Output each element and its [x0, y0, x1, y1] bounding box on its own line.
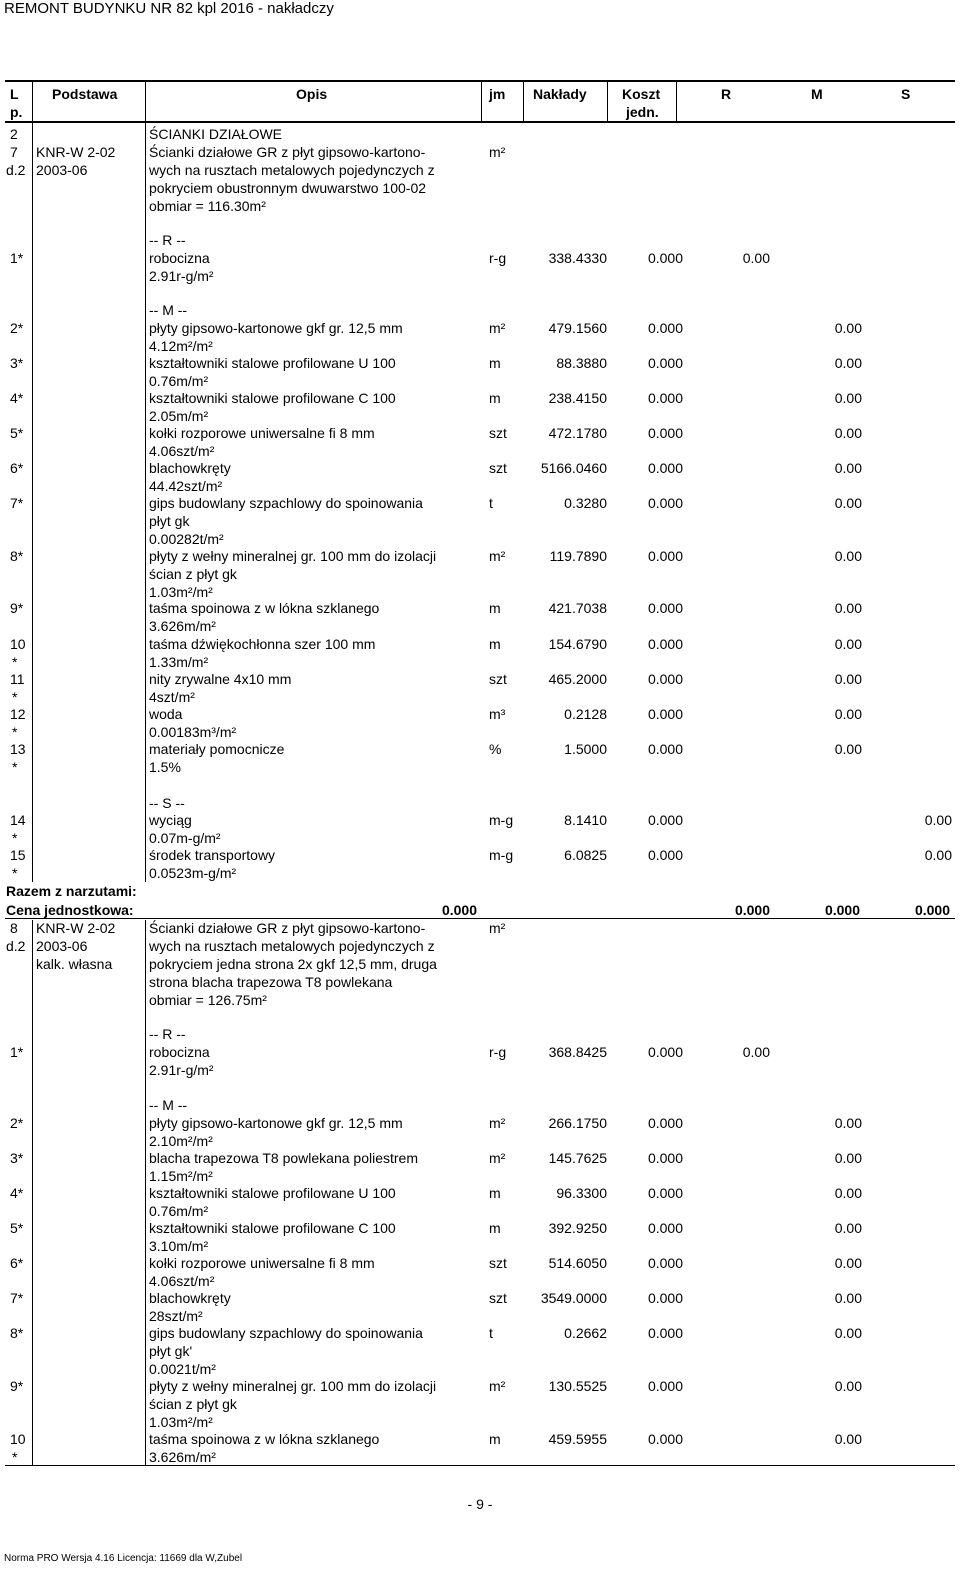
pos7-row-name: płyty z wełny mineralnej gr. 100 mm do izolacji [149, 548, 437, 564]
pos7-row-koszt: 0.000 [647, 425, 683, 441]
pos8-row-naklady: 459.5955 [548, 1431, 607, 1447]
pos8-row-name: kształtowniki stalowe profilowane U 100 [149, 1185, 396, 1201]
pos7-row-value: 0.00 [834, 390, 862, 406]
pos7-row-lp-star: * [12, 759, 18, 775]
pos7-cena-s: 0.000 [914, 902, 950, 918]
col-line-opis [481, 82, 482, 122]
pos7-row-value: 0.00 [834, 320, 862, 336]
pos7-row-norm: 2.91r-g/m² [149, 268, 214, 284]
pos7-jm: m² [489, 144, 506, 160]
pos8-row-jm: m [489, 1185, 501, 1201]
pos8-desc-3: pokryciem jedna strona 2x gkf 12,5 mm, druga [149, 956, 437, 972]
pos8-row-jm: szt [489, 1255, 507, 1271]
pos7-row-lp: 13 [10, 741, 26, 757]
header-s: S [901, 86, 911, 102]
pos7-row-lp: 6* [10, 460, 24, 476]
pos8-row-naklady: 130.5525 [548, 1378, 607, 1394]
pos8-row-jm: t [489, 1325, 493, 1341]
pos7-row-name: materiały pomocnicze [149, 741, 285, 757]
pos8-row-name: taśma spoinowa z w lókna szklanego [149, 1431, 380, 1447]
pos8-row-name: gips budowlany szpachlowy do spoinowania [149, 1325, 423, 1341]
pos7-row-name: środek transportowy [149, 847, 276, 863]
pos8-row-jm: m² [489, 1115, 506, 1131]
pos7-row-name: kształtowniki stalowe profilowane C 100 [149, 390, 396, 406]
pos7-row-lp: 7* [10, 495, 24, 511]
pos8-row-norm: 3.626m/m² [149, 1449, 216, 1465]
software-footer: Norma PRO Wersja 4.16 Licencja: 11669 dla W,Zubel [4, 1553, 243, 1564]
pos7-r-header: -- R -- [149, 232, 186, 248]
pos7-row-value: 0.00 [834, 706, 862, 722]
pos8-row-name: kształtowniki stalowe profilowane C 100 [149, 1220, 396, 1236]
pos7-row-norm: 4.12m²/m² [149, 338, 213, 354]
pos7-row-jm: m [489, 600, 501, 616]
header-lp-2: p. [10, 104, 23, 120]
pos7-row-name: kształtowniki stalowe profilowane U 100 [149, 355, 396, 371]
section-title: ŚCIANKI DZIAŁOWE [149, 126, 283, 142]
pos8-row-koszt: 0.000 [647, 1255, 683, 1271]
pos7-row-jm: m-g [489, 847, 514, 863]
pos8-row-norm: 3.10m/m² [149, 1238, 209, 1254]
pos7-row-naklady: 1.5000 [564, 741, 607, 757]
cena-underline [5, 918, 955, 919]
pos7-row-koszt: 0.000 [647, 636, 683, 652]
pos7-row-value: 0.00 [834, 425, 862, 441]
pos7-row-jm: szt [489, 671, 507, 687]
pos7-row-norm: 0.0523m-g/m² [149, 865, 237, 881]
pos8-row-jm: m² [489, 1378, 506, 1394]
pos7-row-lp: 14 [10, 812, 26, 828]
pos8-row-koszt: 0.000 [647, 1378, 683, 1394]
col-line-lp [32, 82, 33, 882]
pos8-lp: 8 [10, 920, 18, 936]
pos8-row-norm: 0.0021t/m² [149, 1361, 216, 1377]
pos8-jm: m² [489, 920, 506, 936]
pos7-row-norm: 2.05m/m² [149, 408, 209, 424]
pos7-row-lp-star: * [12, 865, 18, 881]
pos8-row-value: 0.00 [834, 1185, 862, 1201]
pos7-row-name: woda [149, 706, 183, 722]
col-line-jm [523, 82, 524, 122]
pos7-row-lp: 2* [10, 320, 24, 336]
pos7-row-naklady: 465.2000 [548, 671, 607, 687]
pos8-row-lp-star: * [12, 1449, 18, 1465]
pos8-basis-3: kalk. własna [36, 956, 113, 972]
pos7-row-naklady: 338.4330 [548, 250, 607, 266]
pos7-row-name-cont: płyt gk [149, 513, 190, 529]
pos7-m-header: -- M -- [149, 302, 188, 318]
pos7-row-koszt: 0.000 [647, 706, 683, 722]
pos7-s-header: -- S -- [149, 795, 185, 811]
pos8-basis: KNR-W 2-02 [36, 920, 116, 936]
pos7-row-koszt: 0.000 [647, 250, 683, 266]
pos8-row-koszt: 0.000 [647, 1325, 683, 1341]
pos7-row-jm: szt [489, 425, 507, 441]
pos7-cena-m: 0.000 [824, 902, 860, 918]
header-opis: Opis [296, 86, 328, 102]
col-line-lp-2 [32, 920, 33, 1466]
pos7-basis-2: 2003-06 [36, 162, 88, 178]
pos7-row-lp-star: * [12, 689, 18, 705]
pos7-row-norm: 0.00183m³/m² [149, 724, 237, 740]
section-number: 2 [10, 126, 18, 142]
header-m: M [811, 86, 823, 102]
pos7-row-koszt: 0.000 [647, 812, 683, 828]
pos7-desc-3: pokryciem obustronnym dwuwarstwo 100-02 [149, 180, 427, 196]
pos7-row-jm: m-g [489, 812, 514, 828]
pos7-row-jm: m [489, 355, 501, 371]
pos8-row-norm: 0.76m/m² [149, 1203, 209, 1219]
pos7-row-value: 0.00 [834, 355, 862, 371]
pos8-row-norm: 2.91r-g/m² [149, 1062, 214, 1078]
pos8-row-naklady: 145.7625 [548, 1150, 607, 1166]
pos8-row-name-cont: ścian z płyt gk [149, 1396, 237, 1412]
pos8-row-naklady: 0.2662 [564, 1325, 607, 1341]
pos7-row-norm: 3.626m/m² [149, 618, 216, 634]
pos7-row-jm: m [489, 636, 501, 652]
pos7-row-value: 0.00 [834, 460, 862, 476]
header-lp: L [10, 86, 19, 102]
pos8-row-norm: 28szt/m² [149, 1308, 203, 1324]
col-line-podstawa-2 [145, 920, 146, 1466]
pos8-row-naklady: 3549.0000 [540, 1290, 607, 1306]
pos7-row-value: 0.00 [924, 847, 952, 863]
pos7-row-lp: 11 [10, 671, 25, 687]
pos8-row-value: 0.00 [742, 1044, 770, 1060]
pos8-row-value: 0.00 [834, 1150, 862, 1166]
pos7-row-lp: 9* [10, 600, 24, 616]
pos7-row-name: taśma spoinowa z w lókna szklanego [149, 600, 380, 616]
pos8-row-jm: m [489, 1220, 501, 1236]
pos7-row-value: 0.00 [834, 741, 862, 757]
pos7-row-lp: 15 [10, 847, 26, 863]
pos7-basis: KNR-W 2-02 [36, 144, 116, 160]
pos7-row-name-cont: ścian z płyt gk [149, 566, 237, 582]
pos7-row-name: taśma dźwiękochłonna szer 100 mm [149, 636, 376, 652]
pos8-row-koszt: 0.000 [647, 1115, 683, 1131]
pos7-razem-label: Razem z narzutami: [6, 883, 137, 899]
pos8-row-lp: 8* [10, 1325, 24, 1341]
pos8-row-naklady: 96.3300 [556, 1185, 607, 1201]
pos8-r-header: -- R -- [149, 1026, 186, 1042]
pos8-row-value: 0.00 [834, 1255, 862, 1271]
pos8-row-value: 0.00 [834, 1431, 862, 1447]
page-number: - 9 - [467, 1496, 493, 1512]
pos7-row-koszt: 0.000 [647, 741, 683, 757]
pos8-row-jm: szt [489, 1290, 507, 1306]
pos8-row-jm: m [489, 1431, 501, 1447]
pos7-row-value: 0.00 [834, 600, 862, 616]
pos8-row-value: 0.00 [834, 1220, 862, 1236]
document-title: REMONT BUDYNKU NR 82 kpl 2016 - nakładczy [4, 0, 334, 17]
pos7-row-lp-star: * [12, 830, 18, 846]
header-jm: jm [489, 86, 506, 102]
pos8-row-lp: 4* [10, 1185, 24, 1201]
pos7-row-lp-star: * [12, 724, 18, 740]
pos8-row-koszt: 0.000 [647, 1220, 683, 1236]
pos7-row-jm: % [489, 741, 502, 757]
pos7-row-koszt: 0.000 [647, 847, 683, 863]
pos8-desc-2: wych na rusztach metalowych pojedynczych z [149, 938, 435, 954]
pos7-row-lp: 5* [10, 425, 24, 441]
pos7-lp: 7 [10, 144, 18, 160]
pos8-row-value: 0.00 [834, 1290, 862, 1306]
pos7-row-koszt: 0.000 [647, 390, 683, 406]
header-koszt-jedn: jedn. [626, 104, 659, 120]
pos7-row-koszt: 0.000 [647, 600, 683, 616]
pos8-row-koszt: 0.000 [647, 1290, 683, 1306]
pos8-row-name: płyty z wełny mineralnej gr. 100 mm do izolacji [149, 1378, 437, 1394]
pos7-row-naklady: 6.0825 [564, 847, 607, 863]
col-line-naklady [607, 82, 608, 122]
pos7-row-norm: 4.06szt/m² [149, 443, 215, 459]
pos7-row-lp: 8* [10, 548, 24, 564]
pos8-row-name-cont: płyt gk' [149, 1343, 193, 1359]
pos7-row-lp: 3* [10, 355, 24, 371]
pos8-row-koszt: 0.000 [647, 1150, 683, 1166]
pos7-row-name: płyty gipsowo-kartonowe gkf gr. 12,5 mm [149, 320, 403, 336]
pos8-row-lp: 6* [10, 1255, 24, 1271]
pos8-row-name: kołki rozporowe uniwersalne fi 8 mm [149, 1255, 375, 1271]
pos7-lp-2: d.2 [6, 162, 26, 178]
pos7-row-koszt: 0.000 [647, 320, 683, 336]
pos8-row-norm: 2.10m²/m² [149, 1133, 213, 1149]
header-podstawa: Podstawa [52, 86, 118, 102]
col-line-koszt [676, 82, 677, 122]
pos7-row-value: 0.00 [924, 812, 952, 828]
pos7-desc-1: Ścianki działowe GR z płyt gipsowo-kartono- [149, 144, 426, 160]
header-r: R [721, 86, 732, 102]
pos7-row-name: nity zrywalne 4x10 mm [149, 671, 292, 687]
table-header-border [5, 121, 955, 123]
col-line-podstawa [145, 82, 146, 882]
pos7-row-naklady: 0.2128 [564, 706, 607, 722]
pos7-row-value: 0.00 [834, 671, 862, 687]
table-bottom-border [5, 1465, 955, 1466]
pos7-row-lp: 4* [10, 390, 24, 406]
pos7-row-norm: 4szt/m² [149, 689, 195, 705]
pos7-row-norm: 0.76m/m² [149, 373, 209, 389]
pos7-row-naklady: 5166.0460 [540, 460, 607, 476]
pos7-row-name: blachowkręty [149, 460, 231, 476]
pos7-row-norm: 1.5% [149, 759, 181, 775]
pos8-row-naklady: 514.6050 [548, 1255, 607, 1271]
pos7-row-norm: 0.00282t/m² [149, 531, 224, 547]
pos8-desc-4: strona blacha trapezowa T8 powlekana [149, 974, 393, 990]
pos8-m-header: -- M -- [149, 1097, 188, 1113]
pos8-basis-2: 2003-06 [36, 938, 88, 954]
pos7-row-lp: 1* [10, 250, 24, 266]
pos8-row-lp: 10 [10, 1431, 26, 1447]
pos8-row-koszt: 0.000 [647, 1431, 683, 1447]
pos8-row-lp: 2* [10, 1115, 24, 1131]
pos7-row-jm: t [489, 495, 493, 511]
pos7-row-name: robocizna [149, 250, 210, 266]
pos7-row-norm: 1.33m/m² [149, 654, 209, 670]
pos7-row-name: gips budowlany szpachlowy do spoinowania [149, 495, 423, 511]
pos8-row-jm: m² [489, 1150, 506, 1166]
pos7-row-naklady: 119.7890 [549, 548, 607, 564]
pos7-row-norm: 1.03m²/m² [149, 584, 213, 600]
pos7-row-koszt: 0.000 [647, 495, 683, 511]
pos8-row-jm: r-g [489, 1044, 507, 1060]
pos7-cena-r: 0.000 [734, 902, 770, 918]
pos7-row-naklady: 421.7038 [548, 600, 607, 616]
pos7-row-jm: r-g [489, 250, 507, 266]
pos8-row-norm: 1.03m²/m² [149, 1414, 213, 1430]
pos7-row-jm: m [489, 390, 501, 406]
pos7-desc-2: wych na rusztach metalowych pojedynczych z [149, 162, 435, 178]
pos8-row-koszt: 0.000 [647, 1044, 683, 1060]
pos8-row-value: 0.00 [834, 1325, 862, 1341]
pos8-lp-2: d.2 [6, 938, 26, 954]
table-top-border [5, 80, 955, 82]
pos8-row-lp: 5* [10, 1220, 24, 1236]
pos7-row-naklady: 238.4150 [548, 390, 607, 406]
pos8-row-lp: 1* [10, 1044, 24, 1060]
pos8-row-value: 0.00 [834, 1378, 862, 1394]
pos7-row-name: kołki rozporowe uniwersalne fi 8 mm [149, 425, 375, 441]
pos8-row-lp: 7* [10, 1290, 24, 1306]
pos7-row-name: wyciąg [149, 812, 192, 828]
pos7-row-naklady: 154.6790 [548, 636, 607, 652]
pos8-row-naklady: 368.8425 [548, 1044, 607, 1060]
pos8-row-koszt: 0.000 [647, 1185, 683, 1201]
pos8-desc-5: obmiar = 126.75m² [149, 992, 267, 1008]
pos8-row-naklady: 392.9250 [548, 1220, 607, 1236]
pos7-row-naklady: 8.1410 [564, 812, 607, 828]
pos7-row-naklady: 472.1780 [548, 425, 607, 441]
pos8-row-name: płyty gipsowo-kartonowe gkf gr. 12,5 mm [149, 1115, 403, 1131]
pos7-row-jm: m² [489, 548, 506, 564]
pos7-row-lp: 10 [10, 636, 26, 652]
pos8-row-name: robocizna [149, 1044, 210, 1060]
pos7-row-koszt: 0.000 [647, 548, 683, 564]
pos7-row-lp-star: * [12, 654, 18, 670]
pos7-row-naklady: 88.3880 [556, 355, 607, 371]
pos7-row-koszt: 0.000 [647, 671, 683, 687]
header-koszt: Koszt [622, 86, 661, 102]
pos7-row-koszt: 0.000 [647, 460, 683, 476]
pos7-row-norm: 44.42szt/m² [149, 478, 223, 494]
pos7-row-value: 0.00 [834, 636, 862, 652]
pos8-row-lp: 3* [10, 1150, 24, 1166]
pos8-row-name: blachowkręty [149, 1290, 231, 1306]
pos8-row-norm: 1.15m²/m² [149, 1168, 213, 1184]
pos8-row-lp: 9* [10, 1378, 24, 1394]
header-naklady: Nakłady [533, 86, 587, 102]
pos7-row-lp: 12 [10, 706, 26, 722]
pos8-desc-1: Ścianki działowe GR z płyt gipsowo-kartono- [149, 920, 426, 936]
pos7-cena-koszt: 0.000 [441, 902, 477, 918]
pos7-row-koszt: 0.000 [647, 355, 683, 371]
pos7-cena-label: Cena jednostkowa: [6, 902, 134, 918]
pos7-row-naklady: 0.3280 [564, 495, 607, 511]
pos7-row-jm: m² [489, 320, 506, 336]
pos7-row-value: 0.00 [834, 548, 862, 564]
pos8-row-naklady: 266.1750 [548, 1115, 607, 1131]
pos8-row-norm: 4.06szt/m² [149, 1273, 215, 1289]
pos7-row-value: 0.00 [834, 495, 862, 511]
pos7-row-norm: 0.07m-g/m² [149, 830, 221, 846]
pos8-row-name: blacha trapezowa T8 powlekana poliestrem [149, 1150, 419, 1166]
pos7-row-naklady: 479.1560 [548, 320, 607, 336]
pos7-row-jm: m³ [489, 706, 506, 722]
pos7-row-jm: szt [489, 460, 507, 476]
pos7-desc-4: obmiar = 116.30m² [149, 198, 266, 214]
pos7-row-value: 0.00 [742, 250, 770, 266]
pos8-row-value: 0.00 [834, 1115, 862, 1131]
